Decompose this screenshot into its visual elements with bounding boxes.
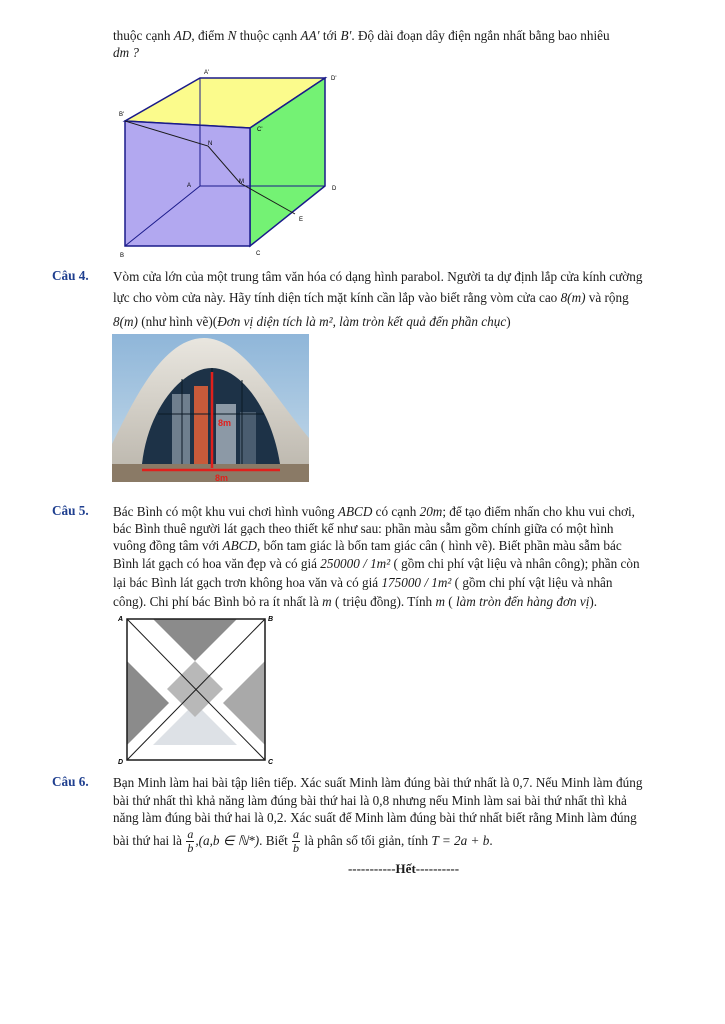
label-D: D xyxy=(332,186,337,192)
cube-figure xyxy=(110,64,350,264)
label-C1: C' xyxy=(257,127,263,133)
intro-line-1: thuộc cạnh AD, điểm N thuộc cạnh AA′ tới B′. Độ dài đoạn dây điện ngắn nhất bằng bao nhiêu xyxy=(113,28,610,43)
q4-label: Câu 4. xyxy=(52,268,89,283)
photo-label-width: 8m xyxy=(215,473,229,482)
q5-line-5: lại bác Bình lát gạch trơn không hoa văn và có giá 175000 / 1m² ( gồm chi phí vật liệu và nhân xyxy=(113,575,613,590)
label-B1: B' xyxy=(119,112,125,118)
q6-line-3: năng làm đúng bài thứ hai là 0,2. Xác suất để Minh làm đúng bài thứ nhất biết rằng Minh làm đúng xyxy=(113,810,637,825)
q5-line-2: bác Bình thuê người lát gạch theo thiết kế như sau: phần màu sẫm gồm chính giữa có một hình xyxy=(113,521,614,536)
q5-label: Câu 5. xyxy=(52,503,89,518)
q6-line-4: bài thứ hai là $\frac{a}{b}$ ,(a,b ∈ ℕ*). Biết $\frac{a}{b}$ là phân số tối giản, tính T = 2a + b. xyxy=(113,827,493,856)
q5-line-3: vuông đồng tâm với ABCD, bốn tam giác là bốn tam giác cân ( hình vẽ). Biết phần màu sẫm bác xyxy=(113,538,622,553)
label-C: C xyxy=(256,251,261,257)
q4-line-2: lực cho vòm cửa này. Hãy tính diện tích mặt kính cần lắp vào biết rằng vòm cửa cao 8(m) và rộng xyxy=(113,290,629,305)
q4-line-1: Vòm cửa lớn của một trung tâm văn hóa có dạng hình parabol. Người ta dự định lắp cửa kính cường xyxy=(113,269,643,284)
label-A: A xyxy=(187,183,192,189)
label-A1: A' xyxy=(204,70,210,76)
q5-line-4: Bình lát gạch có hoa văn đẹp và có giá 250000 / 1m² ( gồm chi phí vật liệu và nhân công); phần còn xyxy=(113,556,640,571)
q6-line-2: bài thứ nhất thì khả năng làm đúng bài thứ hai là 0,8 nhưng nếu Minh làm sai bài thứ nhất thì khả xyxy=(113,793,627,808)
q4-line-3: 8(m) (như hình vẽ)(Đơn vị diện tích là m², làm tròn kết quả đến phần chục) xyxy=(113,314,511,329)
label-E: E xyxy=(299,217,304,223)
label-B: B xyxy=(120,253,125,259)
arch-photo xyxy=(112,334,309,482)
q6-label: Câu 6. xyxy=(52,774,89,789)
label-N: N xyxy=(208,141,213,147)
q6-line-1: Bạn Minh làm hai bài tập liên tiếp. Xác suất Minh làm đúng bài thứ nhất là 0,7. Nếu Minh làm đúng xyxy=(113,775,643,790)
q5-line-6: công). Chi phí bác Bình bỏ ra ít nhất là m ( triệu đồng). Tính m ( làm tròn đến hàng đơn vị). xyxy=(113,594,598,609)
fig-label-B: B xyxy=(268,616,274,623)
square-figure xyxy=(115,612,283,768)
label-D1: D' xyxy=(331,76,337,82)
intro-line-2: dm ? xyxy=(113,45,140,60)
fraction-a-over-b: $\frac{a}{b}$ xyxy=(187,827,194,856)
end-marker: -----------Hết---------- xyxy=(347,861,460,876)
photo-label-height: 8m xyxy=(218,418,232,428)
fraction-a-over-b-2: $\frac{a}{b}$ xyxy=(293,827,300,856)
label-M: M xyxy=(239,179,244,185)
fig-label-A: A xyxy=(118,616,124,623)
q5-line-1: Bác Bình có một khu vui chơi hình vuông ABCD có cạnh 20m; để tạo điểm nhấn cho khu vui chơi, xyxy=(113,504,635,519)
fig-label-D: D xyxy=(118,759,124,766)
fig-label-C: C xyxy=(268,759,274,766)
